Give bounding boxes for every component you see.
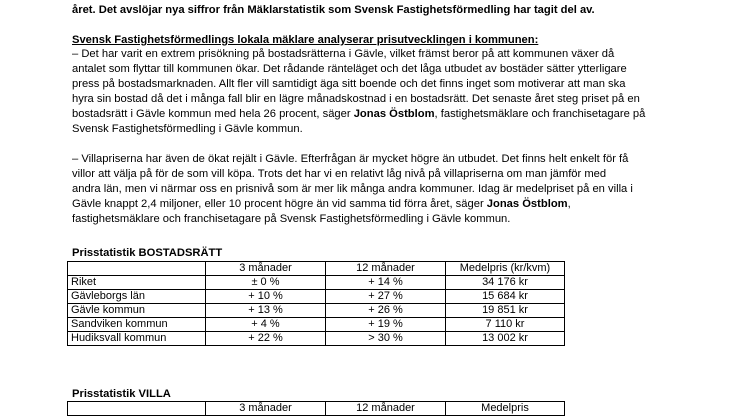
- quoted-name: Jonas Östblom: [353, 108, 435, 120]
- text-line: – Villapriserna har även de ökat rejält i Gävle. Efterfrågan är mycket högre än utbudet. Det finns helt enkelt för få: [72, 153, 629, 165]
- header-cell: Medelpris (kr/kvm): [446, 262, 565, 276]
- table-row: [68, 318, 565, 332]
- paragraph-villa: [72, 152, 682, 227]
- text-line: villor att välja på för de som vill köpa. Trots det har vi en relativt låg nivå på villapriserna om man jämför med: [72, 168, 607, 180]
- table-cell: + 14 %: [326, 276, 446, 290]
- paragraph-bostadsratt: [72, 47, 682, 137]
- table-cell: 7 110 kr: [446, 318, 565, 332]
- price-table-villa: [67, 401, 565, 416]
- header-cell: 12 månader: [326, 262, 446, 276]
- table-cell: + 27 %: [326, 290, 446, 304]
- table-row: [68, 332, 565, 346]
- table-cell: + 22 %: [206, 332, 326, 346]
- text-line: andra län, men vi närmar oss en prisnivå som är mer lik många andra kommuner. Idag är medelpriset på en villa i: [72, 183, 633, 195]
- header-cell: 3 månader: [206, 262, 326, 276]
- table-cell: 13 002 kr: [446, 332, 565, 346]
- text-line: hyra sin bostad då det i många fall blir en lägre månadskostnad i en bostadsrätt. Det senaste året steg priset på en: [72, 93, 640, 105]
- text-line: press på bostadsmarknaden. Allt fler vill samtidigt äga sitt boende och det finns inget som motiverar att man ska: [72, 78, 626, 90]
- table-row: [68, 276, 565, 290]
- header-cell: 3 månader: [206, 402, 326, 416]
- table-cell: + 26 %: [326, 304, 446, 318]
- text-line: [72, 107, 682, 122]
- table-title-villa: Prisstatistik VILLA: [72, 388, 171, 400]
- header-cell: [68, 262, 206, 276]
- section-title: Svensk Fastighetsförmedlings lokala mäklare analyserar prisutvecklingen i kommunen:: [72, 34, 539, 46]
- text-line: antalet som flyttar till kommunen ökar. Det rådande ränteläget och det låga utbudet av bostäder sätter ytterligare: [72, 63, 627, 75]
- table-cell: 15 684 kr: [446, 290, 565, 304]
- lead-paragraph: året. Det avslöjar nya siffror från Mäklarstatistik som Svensk Fastighetsförmedling har tagit del av.: [72, 4, 595, 16]
- header-cell: [68, 402, 206, 416]
- table-cell: + 13 %: [206, 304, 326, 318]
- text-segment: ,: [567, 198, 571, 210]
- header-cell: 12 månader: [326, 402, 446, 416]
- table-cell: ± 0 %: [206, 276, 326, 290]
- text-segment: bostadsrätt i Gävle kommun med hela 26 procent, säger: [72, 108, 354, 120]
- table-row: [68, 290, 565, 304]
- table-cell: + 4 %: [206, 318, 326, 332]
- table-title-bostadsratt: Prisstatistik BOSTADSRÄTT: [72, 247, 223, 259]
- text-line: fastighetsmäklare och franchisetagare på Svensk Fastighetsförmedling i Gävle kommun.: [72, 213, 511, 225]
- price-table-bostadsratt: [67, 261, 565, 346]
- text-line: [72, 197, 682, 212]
- table-header-row: [68, 262, 565, 276]
- text-line: – Det har varit en extrem prisökning på bostadsrätterna i Gävle, vilket främst beror på att kommunen växer då: [72, 48, 615, 60]
- table-cell: Gävle kommun: [68, 304, 206, 318]
- table-cell: > 30 %: [326, 332, 446, 346]
- table-cell: Sandviken kommun: [68, 318, 206, 332]
- table-cell: Gävleborgs län: [68, 290, 206, 304]
- table-cell: + 10 %: [206, 290, 326, 304]
- text-segment: , fastighetsmäklare och franchisetagare på: [434, 108, 646, 120]
- table-cell: Riket: [68, 276, 206, 290]
- table-row: [68, 304, 565, 318]
- quoted-name: Jonas Östblom: [486, 198, 568, 210]
- table-header-row: [68, 402, 565, 416]
- table-cell: 19 851 kr: [446, 304, 565, 318]
- table-cell: Hudiksvall kommun: [68, 332, 206, 346]
- table-cell: 34 176 kr: [446, 276, 565, 290]
- header-cell: Medelpris: [446, 402, 565, 416]
- text-segment: Gävle knappt 2,4 miljoner, eller 10 procent högre än vid samma tid förra året, säger: [72, 198, 487, 210]
- text-line: Svensk Fastighetsförmedling i Gävle kommun.: [72, 123, 303, 135]
- table-cell: + 19 %: [326, 318, 446, 332]
